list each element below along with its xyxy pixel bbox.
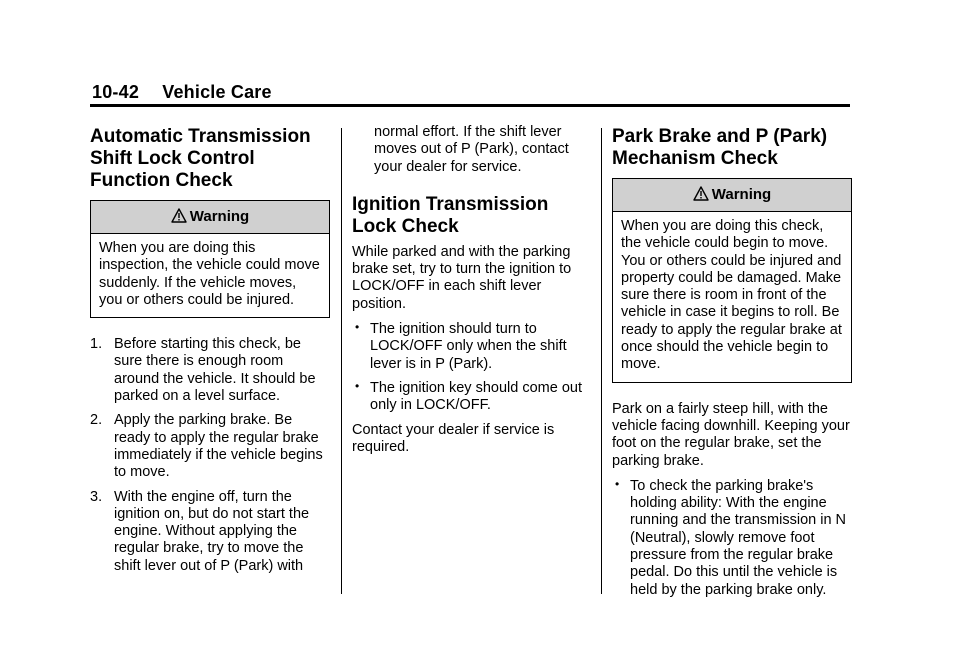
column-2 <box>352 124 592 456</box>
step-text: Apply the parking brake. Be ready to apply the regular brake immediately if the vehicle begins to move. <box>114 412 323 481</box>
warning-box <box>90 200 330 318</box>
list-item <box>352 380 592 415</box>
list-item <box>612 478 852 599</box>
section-heading: Automatic Transmission Shift Lock Control Function Check <box>90 126 311 191</box>
step-number: 1. <box>90 336 103 353</box>
bullet-icon: • <box>615 476 620 491</box>
column-divider <box>341 128 342 594</box>
column-1 <box>90 126 330 582</box>
step-number: 3. <box>90 488 103 505</box>
page-header <box>92 82 272 103</box>
step-continuation: normal effort. If the shift lever moves out of P (Park), contact your dealer for service. <box>374 124 569 175</box>
list-item <box>90 336 330 405</box>
warning-title: Warning <box>711 186 772 203</box>
step-text: Before starting this check, be sure there is enough room around the vehicle. It should be parked on a level surface. <box>114 336 316 405</box>
list-item <box>90 412 330 481</box>
bullet-list <box>612 478 852 599</box>
warning-box <box>612 178 852 383</box>
paragraph: Contact your dealer if service is required. <box>352 421 555 455</box>
paragraph: While parked and with the parking brake set, try to turn the ignition to LOCK/OFF in each shift lever position. <box>352 243 572 312</box>
section-title: Vehicle Care <box>162 82 272 102</box>
warning-icon <box>693 186 709 201</box>
bullet-text: To check the parking brake's holding ability: With the engine running and the transmission in N (Neutral), slowly remove foot pressure from the regular brake pedal. Do this until the vehicle is held by the parking brake only. <box>630 477 847 598</box>
section-heading: Park Brake and P (Park) Mechanism Check <box>612 126 828 169</box>
warning-icon <box>171 208 187 223</box>
header-rule <box>90 104 850 107</box>
list-item <box>352 321 592 373</box>
section-heading: Ignition Transmission Lock Check <box>352 193 549 237</box>
warning-title: Warning <box>189 208 250 225</box>
warning-header <box>91 201 329 234</box>
bullet-text: The ignition should turn to LOCK/OFF only when the shift lever is in P (Park). <box>370 321 567 372</box>
column-3 <box>612 126 852 606</box>
warning-header <box>613 179 851 212</box>
warning-text: When you are doing this inspection, the vehicle could move suddenly. If the vehicle moves, you or others could be injured. <box>99 240 320 308</box>
bullet-icon: • <box>355 378 360 393</box>
warning-text: When you are doing this check, the vehicle could begin to move. You or others could be injured and property could be damaged. Make sure there is room in front of the vehicle in case it begins to roll. Be ready to apply the regular brake at once should the vehicle begin to move. <box>621 218 842 373</box>
bullet-icon: • <box>355 320 360 335</box>
bullet-text: The ignition key should come out only in LOCK/OFF. <box>370 379 582 414</box>
bullet-list <box>352 321 592 414</box>
paragraph: Park on a fairly steep hill, with the vehicle facing downhill. Keeping your foot on the regular brake, set the parking brake. <box>612 400 850 469</box>
list-item <box>90 489 330 575</box>
step-number: 2. <box>90 412 103 429</box>
column-divider <box>601 128 602 594</box>
page-number: 10-42 <box>92 82 140 102</box>
steps-list <box>90 336 330 575</box>
step-text: With the engine off, turn the ignition on, but do not start the engine. Without applying the regular brake, try to move the shift lever out of P (Park) with <box>114 488 310 574</box>
